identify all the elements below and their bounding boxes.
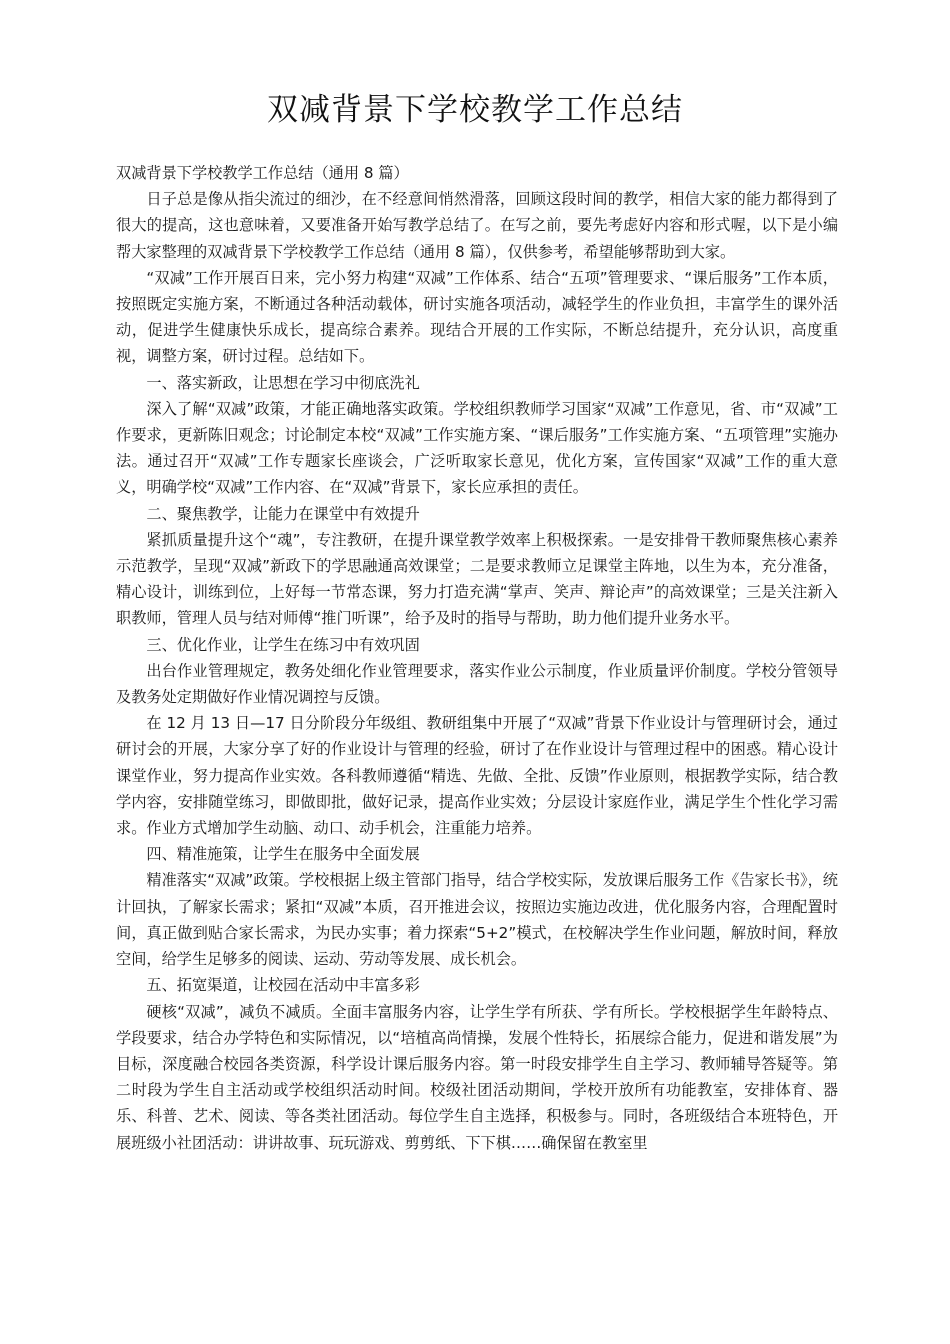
section-heading-4: 四、精准施策，让学生在服务中全面发展 [146,845,420,864]
section-body-2: 紧抓质量提升这个“魂”，专注教研，在提升课堂教学效率上积极探索。一是安排骨干教师聚焦核心素养示范教学，呈现“双减”新政下的学思融通高效课堂；二是要求教师立足课堂主阵地，以生为本，充分准备，精心设计，训练到位，上好每一节常态课，努力打造充满“掌声、笑声、辩论声”的高效课堂；三是关注新入职教师，管理人员与结对师傅“推门听课”，给予及时的指导与帮助，助力他们提升业务水平。 [116,530,838,628]
section-heading-3: 三、优化作业，让学生在练习中有效巩固 [146,635,420,654]
section-body-5: 硬核“双减”，减负不减质。全面丰富服务内容，让学生学有所获、学有所长。学校根据学生年龄特点、学段要求，结合办学特色和实际情况，以“培植高尚情操，发展个性特长，拓展综合能力，促进和谐发展”为目标，深度融合校园各类资源，科学设计课后服务内容。第一时段安排学生自主学习、教师辅导答疑等。第二时段为学生自主活动或学校组织活动时间。校级社团活动期间，学校开放所有功能教室，安排体育、器乐、科普、艺术、阅读、等各类社团活动。每位学生自主选择，积极参与。同时，各班级结合本班特色，开展班级小社团活动：讲讲故事、玩玩游戏、剪剪纸、下下棋……确保留在教室里 [116,1002,838,1152]
overview-paragraph: “双减”工作开展百日来，完小努力构建“双减”工作体系、结合“五项”管理要求、“课后服务”工作本质，按照既定实施方案，不断通过各种活动载体，研讨实施各项活动，减轻学生的作业负担，丰富学生的课外活动，促进学生健康快乐成长，提高综合素养。现结合开展的工作实际，不断总结提升，充分认识，高度重视，调整方案，研讨过程。总结如下。 [116,268,838,366]
section-body-1: 深入了解“双减”政策，才能正确地落实政策。学校组织教师学习国家“双减”工作意见，省、市“双减”工作要求，更新陈旧观念；讨论制定本校“双减”工作实施方案、“课后服务”工作实施方案、“五项管理”实施办法。通过召开“双减”工作专题家长座谈会，广泛听取家长意见，优化方案，宣传国家“双减”工作的重大意义，明确学校“双减”工作内容、在“双减”背景下，家长应承担的责任。 [116,399,838,497]
document-subtitle: 双减背景下学校教学工作总结（通用 8 篇） [116,164,409,182]
section-body-3b: 在 12 月 13 日—17 日分阶段分年级组、教研组集中开展了“双减”背景下作业设计与管理研讨会，通过研讨会的开展，大家分享了好的作业设计与管理的经验，研讨了在作业设计与管理过程中的困惑。精心设计课堂作业，努力提高作业实效。各科教师遵循“精选、先做、全批、反馈”作业原则，根据教学实际，结合教学内容，安排随堂练习，即做即批，做好记录，提高作业实效；分层设计家庭作业，满足学生个性化学习需求。作业方式增加学生动脑、动口、动手机会，注重能力培养。 [116,714,838,838]
section-body-3a: 出台作业管理规定，教务处细化作业管理要求，落实作业公示制度，作业质量评价制度。学校分管领导及教务处定期做好作业情况调控与反馈。 [116,661,838,707]
document-body [116,160,838,1156]
section-heading-1: 一、落实新政，让思想在学习中彻底洗礼 [146,373,420,392]
section-heading-5: 五、拓宽渠道，让校园在活动中丰富多彩 [146,976,420,995]
section-body-4: 精准落实“双减”政策。学校根据上级主管部门指导，结合学校实际，发放课后服务工作《告家长书》，统计回执，了解家长需求；紧扣“双减”本质，召开推进会议，按照边实施边改进，优化服务内容，合理配置时间，真正做到贴合家长需求，为民办实事；着力探索“5+2”模式，在校解决学生作业问题，解放时间，释放空间，给学生足够多的阅读、运动、劳动等发展、成长机会。 [116,871,838,969]
section-heading-2: 二、聚焦教学，让能力在课堂中有效提升 [146,504,420,523]
intro-paragraph: 日子总是像从指尖流过的细沙，在不经意间悄然滑落，回顾这段时间的教学，相信大家的能力都得到了很大的提高，这也意味着，又要准备开始写教学总结了。在写之前，要先考虑好内容和形式喔，以下是小编帮大家整理的双减背景下学校教学工作总结（通用 8 篇），仅供参考，希望能够帮助到大家。 [116,190,838,261]
document-title: 双减背景下学校教学工作总结 [267,92,683,128]
